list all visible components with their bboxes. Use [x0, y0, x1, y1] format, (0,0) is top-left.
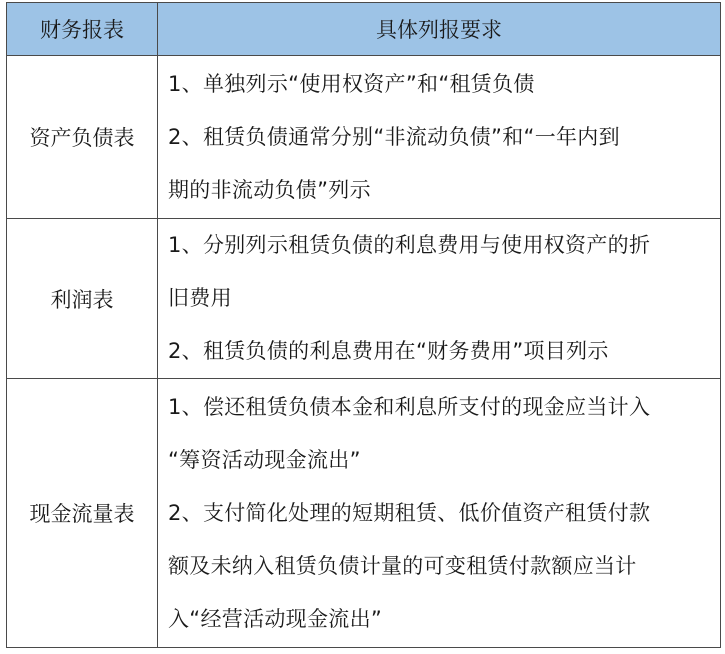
- requirement-line: “筹资活动现金流出”: [168, 447, 361, 472]
- statement-name: 利润表: [7, 219, 158, 379]
- table-row-income-statement: [7, 219, 721, 379]
- table-header-row: [7, 3, 721, 56]
- requirement-line: 1、单独列示“使用权资产”和“租赁负债: [168, 71, 535, 96]
- requirement-line: 1、偿还租赁负债本金和利息所支付的现金应当计入: [168, 394, 651, 419]
- table-row-balance-sheet: [7, 56, 721, 219]
- requirement-line: 1、分别列示租赁负债的利息费用与使用权资产的折: [168, 233, 651, 257]
- statement-name: 资产负债表: [7, 56, 158, 219]
- requirement-cell: [158, 56, 721, 219]
- requirement-cell: [158, 219, 721, 379]
- header-financial-statement: 财务报表: [7, 3, 158, 56]
- requirement-line: 旧费用: [168, 286, 232, 310]
- requirement-line: 额及未纳入租赁负债计量的可变租赁付款额应当计: [168, 553, 637, 578]
- requirement-line: 2、支付简化处理的短期租赁、低价值资产租赁付款: [168, 500, 651, 525]
- requirement-line: 入“经营活动现金流出”: [168, 606, 383, 631]
- requirement-line: 期的非流动负债”列示: [168, 177, 371, 202]
- requirement-line: 2、租赁负债通常分别“非流动负债”和“一年内到: [168, 124, 620, 149]
- statement-name: 现金流量表: [7, 379, 158, 648]
- header-requirements: 具体列报要求: [158, 3, 721, 56]
- requirement-cell: [158, 379, 721, 648]
- table-row-cash-flow-statement: [7, 379, 721, 648]
- report-requirements-table: [6, 2, 721, 648]
- requirement-line: 2、租赁负债的利息费用在“财务费用”项目列示: [168, 339, 609, 363]
